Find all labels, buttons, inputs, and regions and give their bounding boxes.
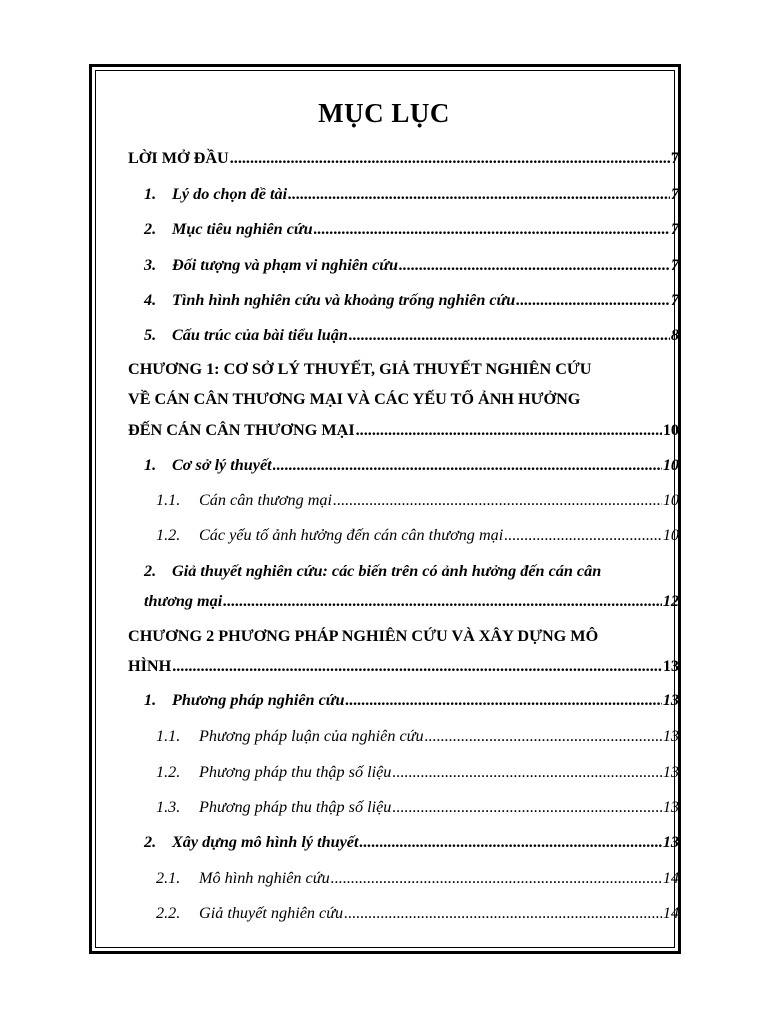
toc-page-number: 12 — [662, 592, 679, 610]
toc-entry-number: 1. — [144, 185, 157, 203]
toc-entry-text: ĐẾN CÁN CÂN THƯƠNG MẠI — [128, 421, 355, 439]
dot-leader — [392, 762, 661, 782]
toc-entry-text: HÌNH — [128, 657, 172, 675]
toc-page-number: 13 — [662, 763, 679, 781]
toc-entry-intro-2[interactable] — [144, 219, 679, 239]
dot-leader — [345, 690, 661, 710]
toc-page-number: 10 — [662, 456, 679, 474]
toc-entry-text: Phương pháp thu thập số liệu — [199, 798, 392, 816]
dot-leader — [349, 325, 670, 345]
toc-entry-text: Phương pháp thu thập số liệu — [199, 763, 392, 781]
toc-entry-c1-1[interactable] — [144, 455, 679, 475]
toc-entry-c2-1-3[interactable] — [156, 797, 679, 817]
toc-entry-text: Tình hình nghiên cứu và khoảng trống nghiên cứu — [172, 291, 516, 309]
toc-page-number: 13 — [662, 833, 679, 851]
toc-entry-c1-2[interactable] — [144, 591, 679, 611]
toc-entry-text: Giả thuyết nghiên cứu — [199, 904, 344, 922]
toc-entry-number: 1.1. — [156, 491, 181, 509]
toc-page-number: 10 — [662, 421, 679, 439]
toc-entry-text: Mục tiêu nghiên cứu — [172, 220, 313, 238]
dot-leader — [288, 184, 670, 204]
toc-entry-c1-1-2[interactable] — [156, 525, 679, 545]
dot-leader — [273, 455, 662, 475]
toc-entry-number: 2.2. — [156, 904, 181, 922]
toc-entry-text: Cơ sở lý thuyết — [172, 456, 272, 474]
toc-page-number: 7 — [670, 149, 679, 167]
dot-leader — [172, 656, 662, 676]
toc-entry-c2-2-2[interactable] — [156, 903, 679, 923]
toc-page-number: 7 — [670, 291, 679, 309]
toc-entry-c2-2[interactable] — [144, 832, 679, 852]
dot-leader — [223, 591, 662, 611]
toc-entry-text: LỜI MỞ ĐẦU — [128, 149, 229, 167]
toc-entry-c2-1-1[interactable] — [156, 726, 679, 746]
toc-entry-number: 5. — [144, 326, 157, 344]
toc-entry-number: 2.1. — [156, 869, 181, 887]
toc-entry-intro-3[interactable] — [144, 255, 679, 275]
toc-page-number: 14 — [662, 869, 679, 887]
toc-chapter1-line1: CHƯƠNG 1: CƠ SỞ LÝ THUYẾT, GIẢ THUYẾT NGHIÊN CỨU — [128, 360, 592, 378]
toc-entry-text: Cấu trúc của bài tiểu luận — [172, 326, 348, 344]
toc-page-number: 7 — [670, 220, 679, 238]
toc-entry-number: 3. — [144, 256, 157, 274]
toc-entry-intro[interactable] — [128, 148, 679, 168]
toc-entry-number: 2. — [144, 833, 157, 851]
toc-page-number: 13 — [662, 798, 679, 816]
toc-chapter2-line1: CHƯƠNG 2 PHƯƠNG PHÁP NGHIÊN CỨU VÀ XÂY DỰNG MÔ — [128, 627, 599, 645]
toc-chapter1-line2: VỀ CÁN CÂN THƯƠNG MẠI VÀ CÁC YẾU TỐ ẢNH HƯỞNG — [128, 390, 581, 408]
toc-entry-text: thương mại — [144, 592, 223, 610]
toc-entry-c1-2-line1 — [144, 561, 601, 581]
toc-page-number: 8 — [670, 326, 679, 344]
toc-page-number: 13 — [662, 727, 679, 745]
toc-title: MỤC LỤC — [318, 98, 450, 128]
dot-leader — [359, 832, 661, 852]
toc-entry-text: Xây dựng mô hình lý thuyết — [172, 833, 359, 851]
toc-entry-text: Các yếu tố ảnh hưởng đến cán cân thương mại — [199, 526, 504, 544]
dot-leader — [356, 420, 662, 440]
toc-entry-number: 1.2. — [156, 763, 181, 781]
toc-entry-c2-1-2[interactable] — [156, 762, 679, 782]
dot-leader — [504, 525, 662, 545]
dot-leader — [516, 290, 670, 310]
toc-entry-text: Đối tượng và phạm vi nghiên cứu — [172, 256, 398, 274]
toc-entry-number: 2. — [144, 562, 157, 580]
dot-leader — [344, 903, 662, 923]
toc-page-number: 10 — [662, 491, 679, 509]
toc-page-number: 7 — [670, 185, 679, 203]
toc-entry-c2-2-1[interactable] — [156, 868, 679, 888]
toc-entry-intro-1[interactable] — [144, 184, 679, 204]
dot-leader — [392, 797, 661, 817]
dot-leader — [331, 868, 662, 888]
dot-leader — [314, 219, 670, 239]
toc-entry-number: 1.2. — [156, 526, 181, 544]
dot-leader — [230, 148, 670, 168]
toc-entry-chapter1[interactable] — [128, 420, 679, 440]
toc-entry-text: Lý do chọn đề tài — [172, 185, 288, 203]
toc-entry-text: Phương pháp luận của nghiên cứu — [199, 727, 424, 745]
toc-entry-c2-1[interactable] — [144, 690, 679, 710]
dot-leader — [399, 255, 670, 275]
toc-entry-number: 1.1. — [156, 727, 181, 745]
toc-entry-number: 1.3. — [156, 798, 181, 816]
toc-entry-chapter2[interactable] — [128, 656, 679, 676]
toc-page-number: 14 — [662, 904, 679, 922]
toc-entry-number: 2. — [144, 220, 157, 238]
toc-entry-intro-5[interactable] — [144, 325, 679, 345]
toc-entry-text: Cán cân thương mại — [199, 491, 333, 509]
toc-page-number: 13 — [662, 657, 679, 675]
toc-entry-text: Phương pháp nghiên cứu — [172, 691, 345, 709]
toc-entry-number: 4. — [144, 291, 157, 309]
toc-entry-number: 1. — [144, 456, 157, 474]
dot-leader — [425, 726, 662, 746]
toc-page-number: 7 — [670, 256, 679, 274]
toc-entry-text: Mô hình nghiên cứu — [199, 869, 330, 887]
dot-leader — [333, 490, 662, 510]
toc-page-number: 10 — [662, 526, 679, 544]
toc-entry-c1-1-1[interactable] — [156, 490, 679, 510]
toc-entry-text: Giả thuyết nghiên cứu: các biến trên có ảnh hưởng đến cán cân — [172, 562, 602, 580]
toc-entry-intro-4[interactable] — [144, 290, 679, 310]
toc-page-number: 13 — [662, 691, 679, 709]
toc-entry-number: 1. — [144, 691, 157, 709]
